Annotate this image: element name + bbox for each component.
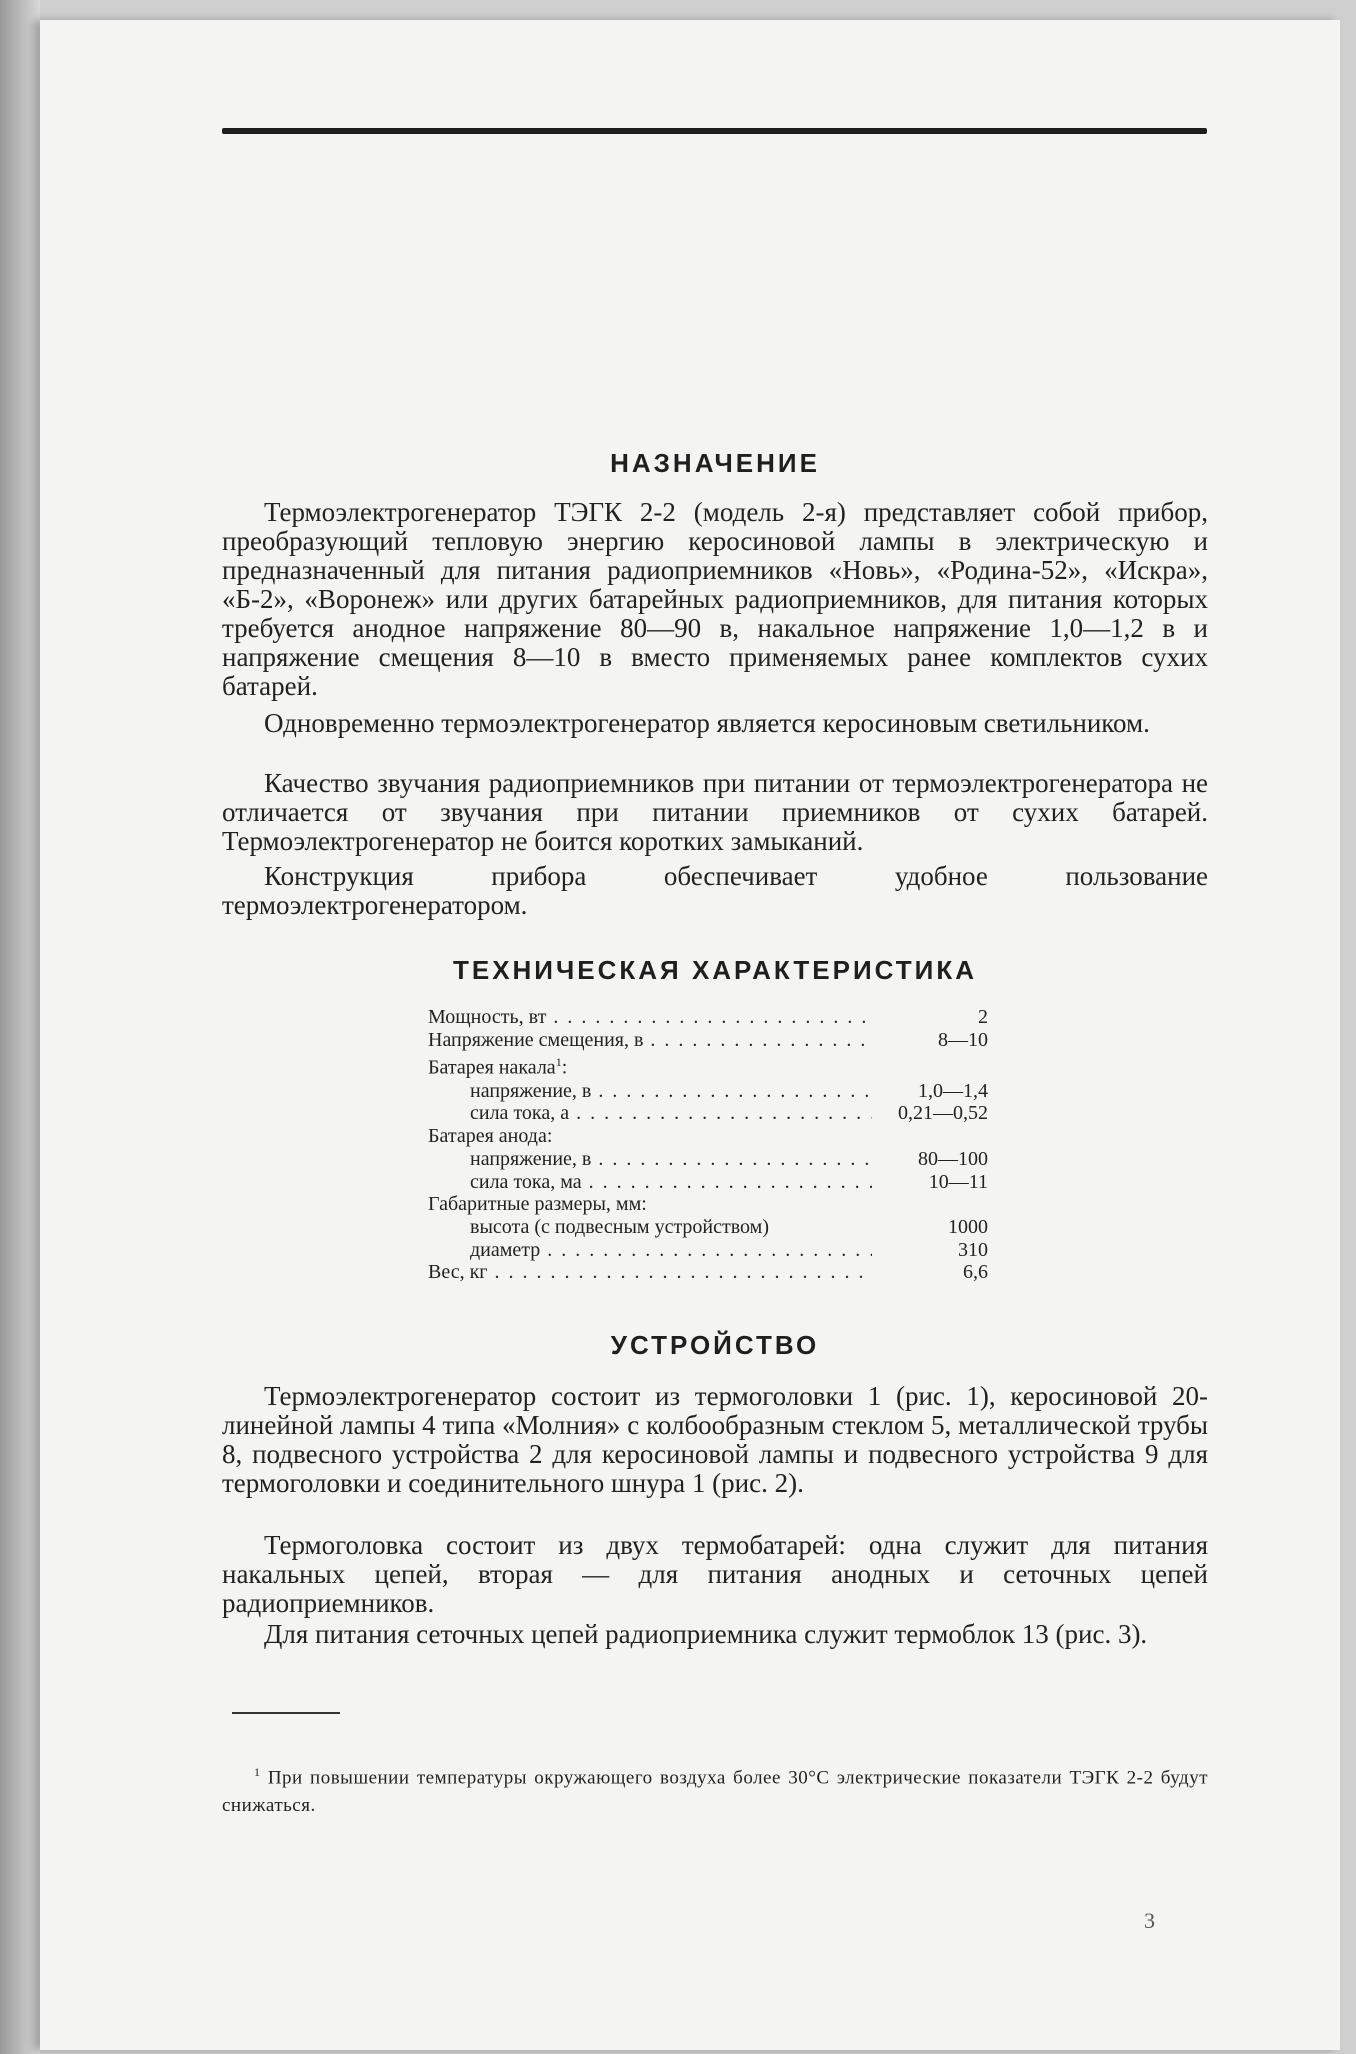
spec-value: 0,21—0,52 [872, 1102, 988, 1125]
spec-row-power [428, 1006, 988, 1029]
spec-label-text: Батарея накала [428, 1057, 556, 1080]
footnote-text: При повышении температуры окружающего воздуха более 30°С электрические показатели ТЭГК 2-2 будут снижаться. [222, 1767, 1208, 1817]
spec-label-group [428, 1051, 872, 1079]
spec-row-anode-battery [428, 1125, 988, 1148]
construction-paragraph-3: Для питания сеточных цепей радиоприемника служит термоблок 13 (рис. 3). [264, 1619, 1148, 1649]
spec-row-filament-voltage [428, 1080, 988, 1103]
footnote-mark: 1 [555, 1055, 562, 1070]
spec-label: Напряжение смещения, в . . . [428, 1029, 872, 1052]
spec-value: 310 [872, 1239, 988, 1262]
footnote-separator [232, 1712, 340, 1714]
spec-value: 10—11 [872, 1171, 988, 1194]
spec-label: напряжение, в . . . [470, 1080, 872, 1103]
footnote [222, 1758, 1208, 1820]
heading-construction: УСТРОЙСТВО [610, 1330, 820, 1360]
spec-value: 1,0—1,4 [872, 1080, 988, 1103]
spec-value: 80—100 [872, 1148, 988, 1171]
spec-row-anode-voltage [428, 1148, 988, 1171]
spec-label-suffix: : [561, 1057, 568, 1080]
spec-value: 8—10 [872, 1029, 988, 1052]
spec-label: сила тока, а . . . [470, 1102, 872, 1125]
top-rule [222, 128, 1207, 134]
purpose-paragraph-1: Термоэлектрогенератор ТЭГК 2-2 (модель 2-я) представляет собой прибор, преобразующий тепловую энергию керосиновой лампы в электрическую и предназначенный для питания радиоприемников «Новь», «Родина-52», «Искра», «Б-2», «Воронеж» или других батарейных радиоприемников, для питания которых требуется анодное напряжение 80—90 в, накальное напряжение 1,0—1,2 в и напряжение смещения 8—10 в вместо применяемых ранее комплектов сухих батарей. [222, 497, 1208, 701]
spec-row-weight [428, 1261, 988, 1284]
purpose-paragraph-4: Конструкция прибора обеспечивает удобное пользование термоэлектрогенератором. [222, 861, 1208, 920]
spec-row-height [428, 1216, 988, 1239]
spec-row-bias-voltage [428, 1029, 988, 1052]
footnote-mark: 1 [254, 1765, 261, 1779]
spec-value [872, 1125, 988, 1148]
spec-label: Габаритные размеры, мм: [428, 1193, 647, 1216]
spec-label: Вес, кг . . . [428, 1261, 872, 1284]
construction-paragraph-1: Термоэлектрогенератор состоит из термоголовки 1 (рис. 1), керосиновой 20-линейной лампы 4 типа «Молния» с колбообразным стеклом 5, металлической трубы 8, подвесного устройства 2 для керосиновой лампы и подвесного устройства 9 для термоголовки и соединительного шнура 1 (рис. 2). [222, 1381, 1208, 1498]
spec-row-anode-current [428, 1171, 988, 1194]
spec-value: 1000 [872, 1216, 988, 1239]
spec-value: 2 [872, 1006, 988, 1029]
page-number: 3 [1144, 1908, 1155, 1933]
spec-row-dimensions [428, 1193, 988, 1216]
specs-table [428, 1006, 988, 1284]
spec-label: Мощность, вт . . . [428, 1006, 872, 1029]
spec-row-diameter [428, 1239, 988, 1262]
spec-label: сила тока, ма . . . [470, 1171, 872, 1194]
spec-label: диаметр . . . [470, 1239, 872, 1262]
spec-row-filament-current [428, 1102, 988, 1125]
construction-paragraph-2: Термоголовка состоит из двух термобатарей: одна служит для питания накальных цепей, вторая — для питания анодных и сеточных цепей радиоприемников. [222, 1530, 1208, 1618]
spec-value: 6,6 [872, 1261, 988, 1284]
spec-value [872, 1193, 988, 1216]
heading-purpose: НАЗНАЧЕНИЕ [610, 448, 820, 478]
spec-label: высота (с подвесным устройством) [470, 1215, 769, 1238]
purpose-paragraph-3: Качество звучания радиоприемников при питании от термоэлектрогенератора не отличается от звучания при питании приемников от сухих батарей. Термоэлектрогенератор не боится коротких замыканий. [222, 768, 1208, 856]
spec-row-filament-battery [428, 1051, 988, 1079]
purpose-paragraph-2: Одновременно термоэлектрогенератор является керосиновым светильником. [264, 708, 1150, 738]
spec-label: Батарея анода: [428, 1125, 553, 1148]
heading-specs: ТЕХНИЧЕСКАЯ ХАРАКТЕРИСТИКА [452, 955, 978, 985]
spec-label: напряжение, в . . . [470, 1148, 872, 1171]
spec-value [872, 1051, 988, 1079]
